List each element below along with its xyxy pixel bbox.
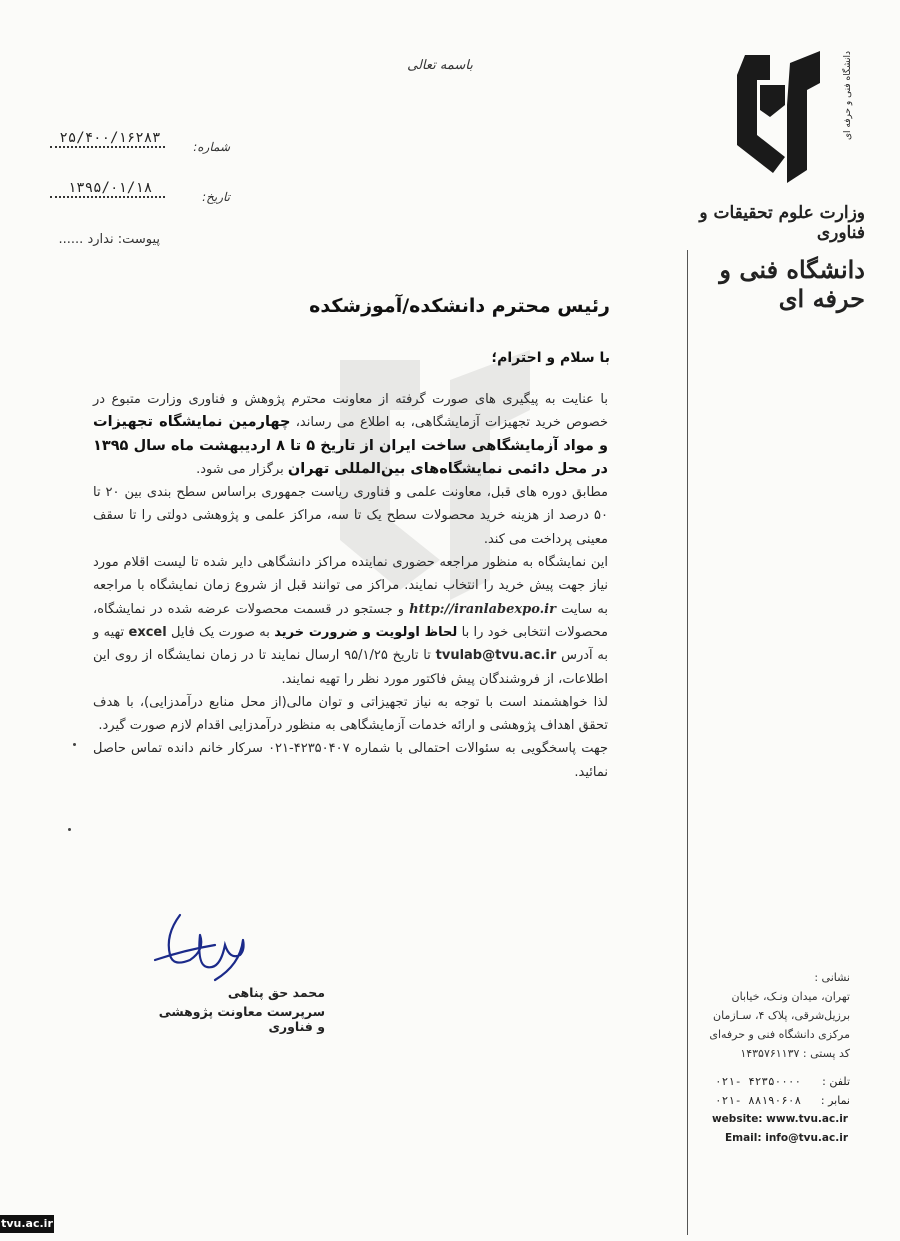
scan-speck: [68, 828, 71, 831]
paragraph-3-mid: و جستجو در قسمت محصولات عرضه شده در نمایشگاه، محصولات انتخابی خود را با: [93, 601, 609, 640]
ministry-name: وزارت علوم تحقیقات و فناوری: [699, 203, 865, 243]
excel-word: excel: [128, 624, 167, 640]
address-block: [700, 968, 850, 1063]
vertical-rule: [687, 250, 688, 1235]
address-line: برزیل‌شرقی، پلاک ۴، سـازمان: [713, 1009, 850, 1022]
site-watermark-tag: tvu.ac.ir: [0, 1215, 54, 1233]
dotted-line: ......: [58, 232, 84, 247]
basmale-heading: باسمه تعالی: [407, 58, 473, 73]
attachment-label: پیوست:: [117, 232, 160, 247]
phone-label: تلفن :: [822, 1075, 850, 1088]
letter-date-value: ۱۳۹۵/۰۱/۱۸: [67, 180, 153, 196]
paragraph-2: مطابق دوره های قبل، معاونت علمی و فناوری ریاست جمهوری براساس سطح بندی بین ۲۰ تا ۵۰ درصد از هزینه خرید محصولات سطح یک تا سه، مراکز علمی و پژوهشی دولتی را تا سقف معینی پرداخت می کند.: [93, 485, 608, 547]
letter-date-label: تاریخ:: [202, 190, 230, 204]
paragraph-3-address: تهیه و به آدرس: [93, 624, 608, 664]
postal-code-row: [700, 1044, 850, 1063]
letter-title: رئیس محترم دانشکده/آموزشکده: [309, 295, 610, 317]
lab-email-link[interactable]: tvulab@tvu.ac.ir: [435, 648, 557, 664]
letter-date-row: [30, 178, 270, 208]
fax-label: نمابر :: [820, 1094, 850, 1107]
letter-body: [93, 388, 608, 784]
paragraph-3-intro: این نمایشگاه به منظور مراجعه حضوری نماینده مراکز دانشگاهی دایر شده تا لیست اقلام مورد نیاز جهت پیش خرید را انتخاب نمایند. مراکز می توانند قبل از شروع زمان نمایشگاه با مراجعه به سایت: [93, 555, 609, 617]
address-line: مرکزی دانشگاه فنی و حرفه‌ای: [709, 1028, 850, 1041]
paragraph-1: [93, 388, 608, 481]
address-label: نشانی :: [814, 971, 850, 984]
paragraph-1-intro: با عنایت به پیگیری های صورت گرفته از معاونت محترم پژوهش و فناوری وزارت متبوع در خصوص خرید تجهیزات آزمایشگاهی، به اطلاع می رساند،: [93, 392, 608, 431]
handwritten-signature-icon: [145, 905, 255, 990]
expo-website-link[interactable]: http://iranlabexpo.ir: [409, 601, 556, 617]
address-line: تهران، میدان ونـک، خیابان: [731, 990, 850, 1003]
signatory-name: محمد حق پناهی: [227, 985, 325, 1000]
paragraph-3-end: تا تاریخ ۹۵/۱/۲۵ ارسال نمایند تا در زمان نمایشگاه از روی این اطلاعات، از فروشندگان پیش فاکتور مورد نظر را تهیه نمایند.: [93, 648, 608, 687]
attachment-value: ندارد: [87, 232, 114, 247]
email-text[interactable]: Email: info@tvu.ac.ir: [724, 1132, 848, 1144]
paragraph-3-format: به صورت یک فایل: [166, 624, 275, 640]
paragraph-4: لذا خواهشمند است با توجه به نیاز تجهیزاتی و توان مالی(از محل منابع درآمدزایی)، با هدف تحقق اهداف پژوهشی و ارائه خدمات آزمایشگاهی به منظور درآمدزایی اقدام لازم صورت گیرد.: [93, 694, 608, 734]
postal-code-label: کد پستی :: [802, 1047, 850, 1060]
postal-code-value: ۱۴۳۵۷۶۱۱۳۷: [740, 1047, 800, 1060]
university-logo-icon: [715, 45, 865, 195]
letter-number-label: شماره:: [193, 140, 230, 154]
phone-value: ۰۲۱- ۴۲۳۵۰۰۰۰: [715, 1075, 802, 1088]
priority-highlight: لحاظ اولویت و ضرورت خرید: [274, 624, 458, 640]
exhibition-highlight: چهارمین نمایشگاه تجهیزات و مواد آزمایشگاهی ساخت ایران از تاریخ ۵ تا ۸ اردیبهشت ماه سال ۱۳۹۵ در محل دائمی نمایشگاه‌های بین‌المللی تهران: [93, 414, 608, 477]
letter-number-value: ۲۵/۴۰۰/۱۶۲۸۳: [59, 130, 161, 146]
paragraph-5: جهت پاسخگویی به سئوالات احتمالی با شماره ۴۲۳۵۰۴۰۷-۰۲۱ سرکار خانم دانده تماس حاصل نمائید.: [93, 741, 608, 780]
paragraph-1-end: برگزار می شود.: [196, 461, 288, 477]
paragraph-3: [93, 551, 608, 691]
logo-caption: دانشگاه فنی و حرفه ای: [843, 51, 853, 140]
fax-value: ۰۲۱- ۸۸۱۹۰۶۰۸: [715, 1094, 802, 1107]
website-text[interactable]: website: www.tvu.ac.ir: [711, 1113, 848, 1125]
dotted-line: [50, 196, 165, 198]
letter-greeting: با سلام و احترام؛: [491, 350, 610, 366]
signatory-role: سرپرست معاونت پژوهشی و فناوری: [158, 1004, 325, 1034]
scan-speck: [73, 743, 76, 746]
letter-number-row: [30, 128, 270, 158]
attachment-row: [30, 232, 160, 247]
university-name: دانشگاه فنی و حرفه ای: [719, 255, 865, 313]
dotted-line: [50, 146, 165, 148]
